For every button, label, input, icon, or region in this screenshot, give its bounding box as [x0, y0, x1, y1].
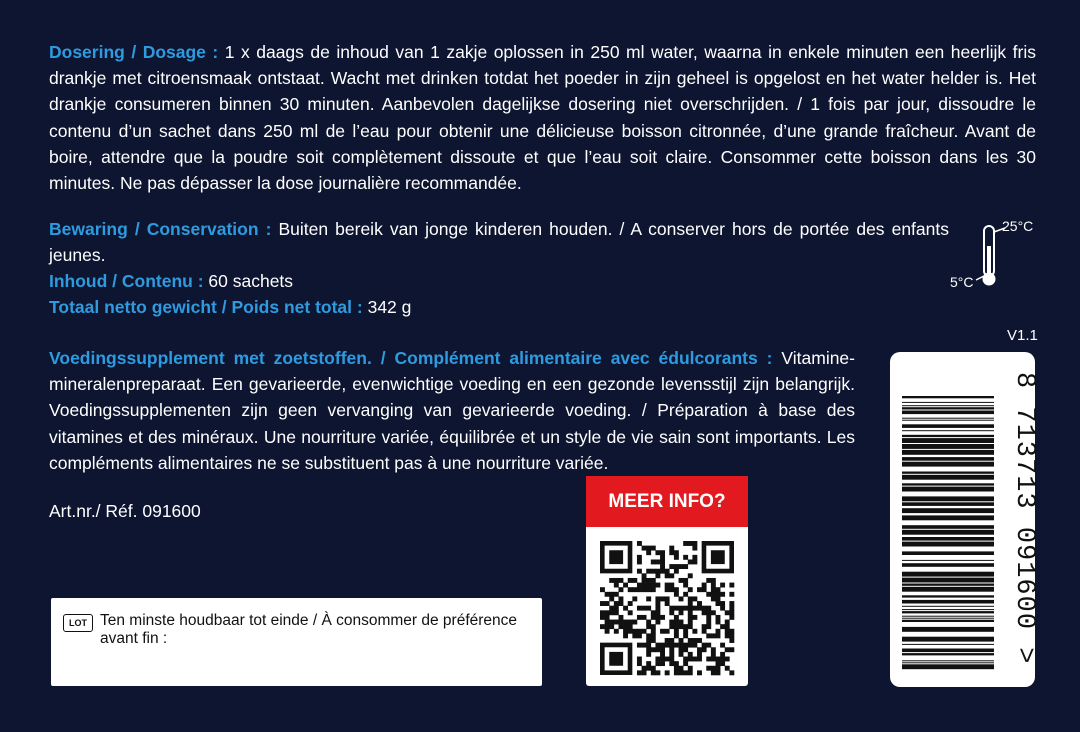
storage-label: Bewaring / Conservation :: [49, 219, 272, 239]
version-label: V1.1: [1007, 327, 1038, 344]
lot-badge: LOT: [63, 614, 93, 632]
dosage-label: Dosering / Dosage :: [49, 42, 219, 62]
storage-paragraph: [49, 216, 949, 268]
dosage-text: 1 x daags de inhoud van 1 zakje oplossen in 250 ml water, waarna in enkele minuten een heerlijk fris drankje met citroensmaak ontstaat. Wacht met drinken totdat het poeder in zijn geheel is opgelost en het water helder is. Het drankje consumeren binnen 30 minuten. Aanbevolen dagelijkse dosering niet overschrijden. / 1 fois par jour, dissoudre le contenu d’un sachet dans 250 ml de l’eau pour obtenir une délicieuse boisson citronnée, d’une grande fraîcheur. Avant de boire, attendre que la poudre soit complètement dissoute et que l’eau soit claire. Consommer cette boisson dans les 30 minutes. Ne pas dépasser la dose journalière recommandée.: [49, 42, 1036, 194]
thermometer-icon: [950, 218, 1040, 292]
article-number: Art.nr./ Réf. 091600: [49, 501, 201, 521]
qr-code-icon[interactable]: [600, 541, 734, 675]
supplement-label: Voedingssupplement met zoetstoffen. / Complément alimentaire avec édulcorants :: [49, 348, 773, 368]
lot-box: [51, 598, 542, 686]
supplement-text: Vitamine-mineralenpreparaat. Een gevarieerde, evenwichtige voeding en een gezonde levensstijl zijn belangrijk. Voedingssupplementen zijn geen vervanging van gevarieerde voeding. / Préparation à base des vitamines et des minéraux. Une nourriture variée, équilibrée et un style de vie sain sont importants. Les compléments alimentaires ne se substituent pas à une nourriture variée.: [49, 348, 855, 473]
weight-text: 342 g: [362, 297, 412, 317]
content-text: 60 sachets: [203, 271, 294, 291]
lot-text: Ten minste houdbaar tot einde / À consommer de préférence avant fin :: [100, 612, 518, 647]
temp-high-label: 25°C: [1002, 218, 1034, 234]
supplement-paragraph: [49, 345, 855, 476]
weight-line: [49, 294, 649, 320]
storage-text: Buiten bereik van jonge kinderen houden. / A conserver hors de portée des enfants jeunes.: [49, 219, 949, 266]
content-line: [49, 268, 649, 294]
qr-panel[interactable]: [586, 476, 748, 686]
qr-header: MEER INFO?: [586, 476, 748, 527]
barcode-digits: 8 713713 091600 >: [1009, 372, 1039, 665]
barcode-panel: [890, 352, 1039, 687]
barcode-icon: [890, 352, 1039, 687]
temp-low-label: 5°C: [950, 274, 974, 290]
dosage-paragraph: [49, 39, 1036, 196]
content-label: Inhoud / Contenu :: [49, 271, 204, 291]
weight-label: Totaal netto gewicht / Poids net total :: [49, 297, 363, 317]
